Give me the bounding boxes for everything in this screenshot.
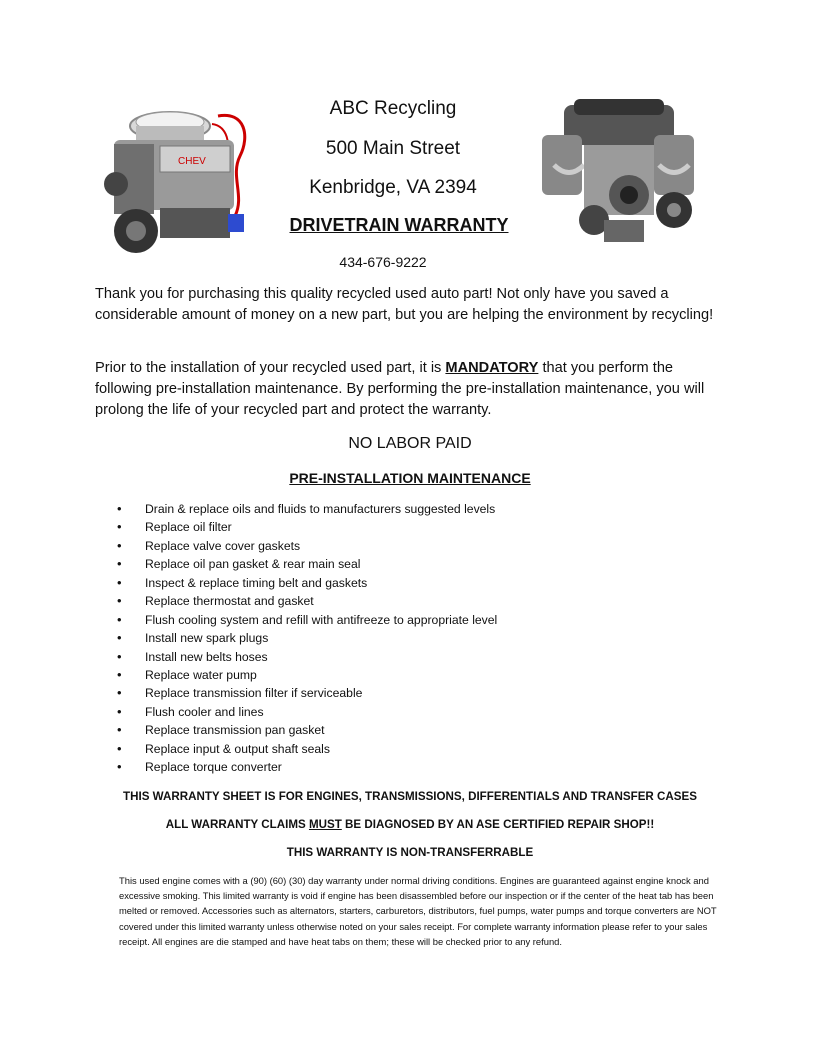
mandatory-emphasis: MANDATORY [445, 360, 539, 376]
must-emphasis: MUST [308, 818, 342, 831]
no-labor-notice: NO LABOR PAID [348, 435, 472, 452]
engine-image-left [100, 96, 268, 264]
list-item: • Install new belts hoses [117, 648, 497, 666]
fine-print: This used engine comes with a (90) (60) (30) day warranty under normal driving conditions. Engines are guaranteed against engine knock and excessive smoking. This limited warranty is void if engine has been disassembled before our inspection or if the center of the heat tab has been melted or removed. Accessories such as alternators, starters, carburetors, distributors, fuel pumps, water pumps and torque converters are NOT covered under this limited warranty unless otherwise noted on your sales receipt. For complete warranty information please refer to your sales receipt. All engines are die stamped and have heat tabs on them; these will be checked prior to any refund. [119, 875, 717, 947]
intro-paragraph: Thank you for purchasing this quality recycled used auto part! Not only have you saved a considerable amount of money on a new part, but you are helping the environment by recycling! [95, 286, 714, 323]
list-item: • Install new spark plugs [117, 629, 497, 647]
prior-paragraph [95, 358, 715, 421]
company-name: ABC Recycling [329, 98, 457, 119]
prior-text-after: that you perform the following pre-installation maintenance. By performing the pre-installation maintenance, you will prolong the life of your recycled part and protect the warranty. [95, 360, 705, 418]
ase-text-after: BE DIAGNOSED BY AN ASE CERTIFIED REPAIR SHOP!! [341, 818, 655, 831]
list-item: • Replace input & output shaft seals [117, 740, 497, 758]
engine-image-right [534, 95, 704, 250]
list-item: • Replace torque converter [117, 758, 497, 776]
document-title: DRIVETRAIN WARRANTY [289, 215, 509, 235]
list-item: • Replace oil filter [117, 518, 497, 536]
list-item: • Replace water pump [117, 666, 497, 684]
maintenance-title: PRE-INSTALLATION MAINTENANCE [289, 470, 531, 486]
list-item: • Replace thermostat and gasket [117, 592, 497, 610]
list-item: • Replace oil pan gasket & rear main seal [117, 555, 497, 573]
warranty-scope-notice: THIS WARRANTY SHEET IS FOR ENGINES, TRANSMISSIONS, DIFFERENTIALS AND TRANSFER CASES [123, 790, 697, 803]
non-transferrable-notice: THIS WARRANTY IS NON-TRANSFERRABLE [286, 846, 534, 859]
list-item: • Drain & replace oils and fluids to manufacturers suggested levels [117, 500, 497, 518]
list-item: • Inspect & replace timing belt and gaskets [117, 574, 497, 592]
list-item: • Replace transmission pan gasket [117, 721, 497, 739]
prior-text-before: Prior to the installation of your recycled used part, it is [95, 360, 446, 376]
street-address: 500 Main Street [325, 138, 461, 159]
list-item: • Flush cooling system and refill with antifreeze to appropriate level [117, 611, 497, 629]
list-item: • Replace valve cover gaskets [117, 537, 497, 555]
list-item: • Replace transmission filter if serviceable [117, 684, 497, 702]
list-item: • Flush cooler and lines [117, 703, 497, 721]
ase-notice [60, 818, 760, 831]
svg-text:CHEV: CHEV [178, 156, 206, 167]
maintenance-list [117, 500, 497, 777]
city-state: Kenbridge, VA 2394 [309, 177, 477, 198]
ase-text-before: ALL WARRANTY CLAIMS [165, 818, 309, 831]
phone-number: 434-676-9222 [339, 254, 427, 270]
